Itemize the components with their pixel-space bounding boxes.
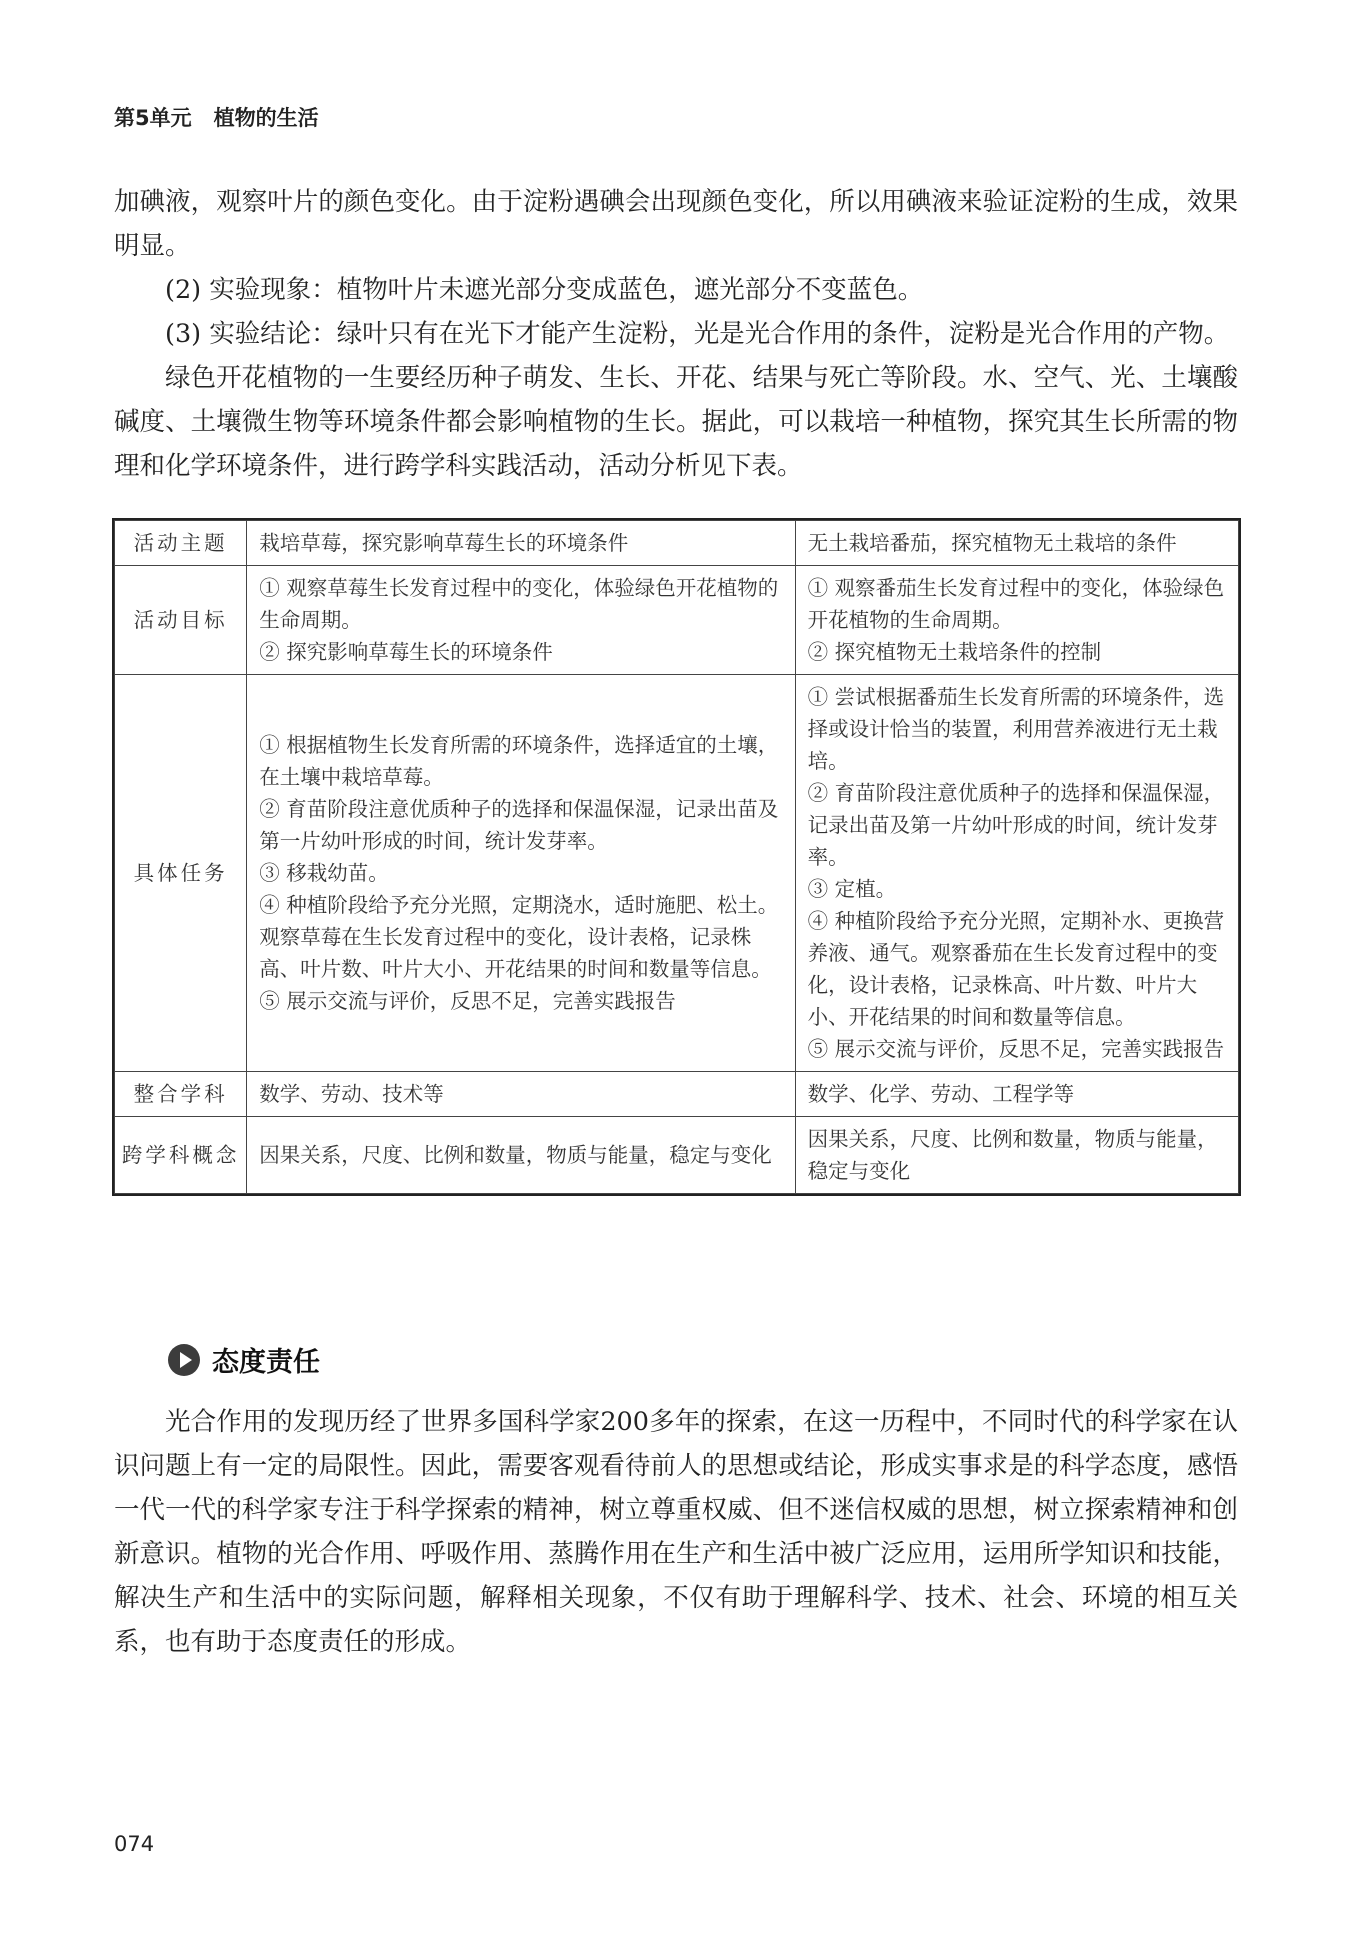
intro-paragraph-1: 加碘液，观察叶片的颜色变化。由于淀粉遇碘会出现颜色变化，所以用碘液来验证淀粉的生成，效果明显。 [114,187,1238,261]
table-row-tasks [115,675,1239,1072]
page-number: 074 [114,1832,155,1856]
section-heading [168,1340,320,1379]
cell-strawberry: 数学、劳动、技术等 [247,1072,795,1117]
cell-strawberry: 栽培草莓，探究影响草莓生长的环境条件 [247,521,795,566]
row-label: 跨学科概念 [115,1117,247,1194]
experiment-phenomenon: (2) 实验现象：植物叶片未遮光部分变成蓝色，遮光部分不变蓝色。 [165,275,924,305]
cell-strawberry: 因果关系，尺度、比例和数量，物质与能量，稳定与变化 [247,1117,795,1194]
cell-tomato: ① 观察番茄生长发育过程中的变化，体验绿色开花植物的生命周期。 ② 探究植物无土栽培条件的控制 [795,566,1238,675]
row-label: 活动目标 [115,566,247,675]
attitude-paragraph: 光合作用的发现历经了世界多国科学家200多年的探索，在这一历程中，不同时代的科学家在认识问题上有一定的局限性。因此，需要客观看待前人的思想或结论，形成实事求是的科学态度，感悟一代一代的科学家专注于科学探索的精神，树立尊重权威、但不迷信权威的思想，树立探索精神和创新意识。植物的光合作用、呼吸作用、蒸腾作用在生产和生活中被广泛应用，运用所学知识和技能，解决生产和生活中的实际问题，解释相关现象，不仅有助于理解科学、技术、社会、环境的相互关系，也有助于态度责任的形成。 [114,1407,1238,1657]
row-label: 整合学科 [115,1072,247,1117]
cell-tomato: 数学、化学、劳动、工程学等 [795,1072,1238,1117]
unit-label: 第5单元 [114,106,192,130]
row-label: 活动主题 [115,521,247,566]
cell-tomato: 因果关系，尺度、比例和数量，物质与能量，稳定与变化 [795,1117,1238,1194]
intro-paragraph-4: 绿色开花植物的一生要经历种子萌发、生长、开花、结果与死亡等阶段。水、空气、光、土壤酸碱度、土壤微生物等环境条件都会影响植物的生长。据此，可以栽培一种植物，探究其生长所需的物理和化学环境条件，进行跨学科实践活动，活动分析见下表。 [114,363,1238,481]
activity-analysis-table [114,520,1239,1194]
table-row-concepts [115,1117,1239,1194]
cell-strawberry: ① 根据植物生长发育所需的环境条件，选择适宜的土壤，在土壤中栽培草莓。 ② 育苗阶段注意优质种子的选择和保温保湿，记录出苗及第一片幼叶形成的时间，统计发芽率。 ③ 移栽幼苗。 ④ 种植阶段给予充分光照，定期浇水，适时施肥、松土。观察草莓在生长发育过程中的变化，设计表格，记录株高、叶片数、叶片大小、开花结果的时间和数量等信息。 ⑤ 展示交流与评价，反思不足，完善实践报告 [247,675,795,1072]
table-row-subjects [115,1072,1239,1117]
unit-title: 植物的生活 [213,106,319,130]
play-circle-icon [168,1344,200,1376]
intro-text [114,180,1238,488]
table-row-theme [115,521,1239,566]
section-title: 态度责任 [212,1347,320,1378]
table-row-goals [115,566,1239,675]
cell-strawberry: ① 观察草莓生长发育过程中的变化，体验绿色开花植物的生命周期。 ② 探究影响草莓生长的环境条件 [247,566,795,675]
cell-tomato: ① 尝试根据番茄生长发育所需的环境条件，选择或设计恰当的装置，利用营养液进行无土栽培。 ② 育苗阶段注意优质种子的选择和保温保湿，记录出苗及第一片幼叶形成的时间，统计发芽率。 ③ 定植。 ④ 种植阶段给予充分光照，定期补水、更换营养液、通气。观察番茄在生长发育过程中的变化，设计表格，记录株高、叶片数、叶片大小、开花结果的时间和数量等信息。 ⑤ 展示交流与评价，反思不足，完善实践报告 [795,675,1238,1072]
experiment-conclusion: (3) 实验结论：绿叶只有在光下才能产生淀粉，光是光合作用的条件，淀粉是光合作用的产物。 [165,319,1230,349]
cell-tomato: 无土栽培番茄，探究植物无土栽培的条件 [795,521,1238,566]
row-label: 具体任务 [115,675,247,1072]
page-header [114,102,319,132]
attitude-text [114,1400,1238,1664]
